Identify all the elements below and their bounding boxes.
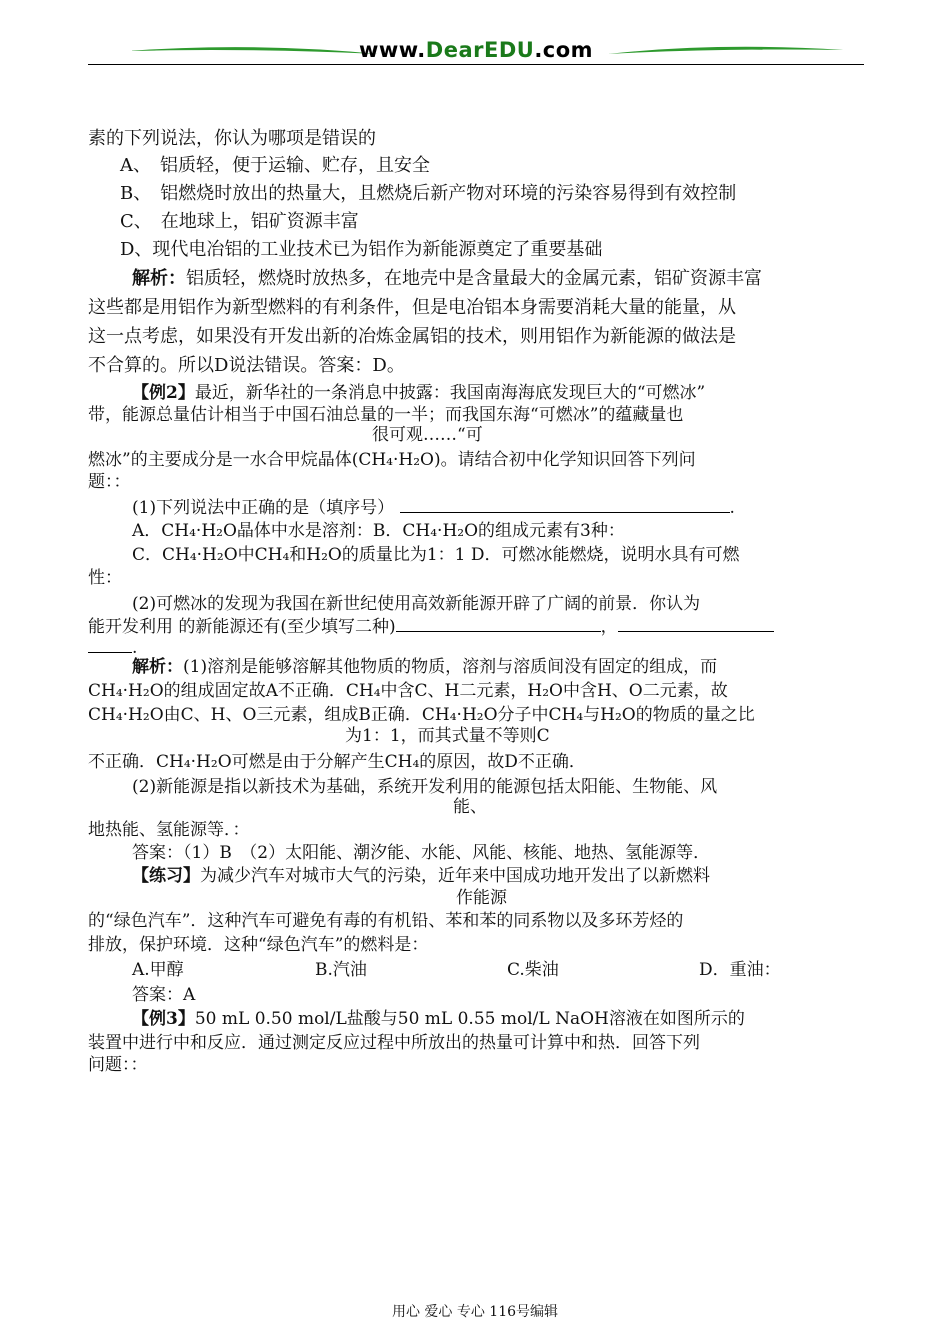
answer-blank-3[interactable] [618,615,774,632]
text-line: CH₄·H₂O由C、H、O三元素，组成B正确．CH₄·H₂O分子中CH₄与H₂O的物质的量之比 [88,705,755,725]
practice-choice-a: A.甲醇 [132,960,184,980]
page-header [88,38,864,70]
example-2-label: 【例2】 [132,383,195,403]
text-line: 素的下列说法，你认为哪项是错误的 [88,128,376,149]
example-2-line [132,382,705,404]
text-line: CH₄·H₂O的组成固定故A不正确．CH₄中含C、H二元素，H₂O中含H、O二元素，故 [88,681,728,701]
example-3-text: 50 mL 0.50 mol/L盐酸与50 mL 0.55 mol/L NaOH溶液在如图所示的 [194,1009,745,1029]
text-line: 为1：1，而其式量不等则C [345,726,550,746]
text-line: (2)新能源是指以新技术为基础，系统开发利用的能源包括太阳能、生物能、风 [132,777,718,797]
text-line: 燃冰”的主要成分是一水合甲烷晶体(CH₄·H₂O)。请结合初中化学知识回答下列问 [88,450,696,470]
text-line: 这一点考虑，如果没有开发出新的冶炼金属铝的技术，则用铝作为新能源的做法是 [88,326,736,347]
answer-blank-4-line [88,636,137,659]
text-line: 这些都是用铝作为新型燃料的有利条件，但是电冶铝本身需要消耗大量的能量，从 [88,297,736,318]
practice-choice-c: C.柴油 [507,960,559,980]
period: . [132,638,138,658]
text-line: 装置中进行中和反应．通过测定反应过程中所放出的热量可计算中和热．回答下列 [88,1033,700,1053]
answer-blank-1[interactable] [400,496,730,513]
practice-label: 【练习】 [132,866,200,886]
practice-line [132,865,710,887]
text-line: 作能源 [456,888,507,908]
site-logo[interactable]: www.DearEDU.com [358,38,594,62]
period: . [729,498,735,518]
option-a: A、 铝质轻，便于运输、贮存，且安全 [120,155,430,176]
choices-ab: A．CH₄·H₂O晶体中水是溶剂：B．CH₄·H₂O的组成元素有3种： [132,521,625,541]
text-line: 题：： [88,472,131,492]
text-line: 的“绿色汽车”．这种汽车可避免有毒的有机铅、苯和苯的同系物以及多环芳烃的 [88,911,684,931]
question-1-line [132,496,735,519]
page-footer: 用心 爱心 专心 116号编辑 [391,1304,559,1320]
practice-choice-d: D．重油： [699,960,781,980]
text-line: 地热能、氢能源等．： [88,820,250,840]
option-c: C、 在地球上，铝矿资源丰富 [120,211,359,232]
practice-answer: 答案：A [132,985,196,1005]
text-line: 性： [88,568,122,588]
option-b: B、 铝燃烧时放出的热量大，且燃烧后新产物对环境的污染容易得到有效控制 [120,183,737,204]
comma: ， [600,617,618,637]
example-3-line [132,1008,745,1030]
header-rule [88,64,864,65]
question-2-line: (2)可燃冰的发现为我国在新世纪使用高效新能源开辟了广阔的前景．你认为 [132,594,701,614]
analysis-label: 解析： [132,268,186,289]
analysis-2-text: (1)溶剂是能够溶解其他物质的物质，溶剂与溶质间没有固定的组成，而 [183,657,718,677]
analysis-2-label: 解析： [132,657,183,677]
analysis-line [132,268,762,290]
question-2-text: 能开发利用 的新能源还有(至少填写二种) [88,617,396,637]
practice-choice-b: B.汽油 [315,960,367,980]
answer-blank-2[interactable] [396,615,601,632]
text-line: 带，能源总量估计相当于中国石油总量的一半；而我国东海“可燃冰”的蕴藏量也 [88,405,684,425]
question-1-text: (1)下列说法中正确的是（填序号） [132,498,395,518]
analysis-text: 铝质轻，燃烧时放热多，在地壳中是含量最大的金属元素，铝矿资源丰富 [186,268,762,289]
answer-blank-4[interactable] [88,636,132,653]
text-line: 不正确．CH₄·H₂O可燃是由于分解产生CH₄的原因，故D不正确． [88,752,586,772]
question-2-line-b [88,615,774,638]
text-line: 不合算的。所以D说法错误。答案：D。 [88,355,405,376]
example-3-label: 【例3】 [132,1009,195,1029]
text-line: 能、 [453,797,487,817]
answer-line: 答案：（1）B （2）太阳能、潮汐能、水能、风能、核能、地热、氢能源等． [132,843,711,863]
choices-cd: C．CH₄·H₂O中CH₄和H₂O的质量比为1：1 D．可燃冰能燃烧，说明水具有可燃 [132,545,740,565]
text-line: 问题：： [88,1055,148,1075]
practice-text: 为减少汽车对城市大气的污染，近年来中国成功地开发出了以新燃料 [200,866,710,886]
option-d: D、现代电冶铝的工业技术已为铝作为新能源奠定了重要基础 [120,239,603,260]
text-line: 很可观……“可 [372,425,483,445]
text-line: 排放，保护环境．这种“绿色汽车”的燃料是： [88,935,429,955]
analysis-2-line [132,656,717,678]
example-2-text: 最近，新华社的一条消息中披露：我国南海海底发现巨大的“可燃冰” [194,383,706,403]
